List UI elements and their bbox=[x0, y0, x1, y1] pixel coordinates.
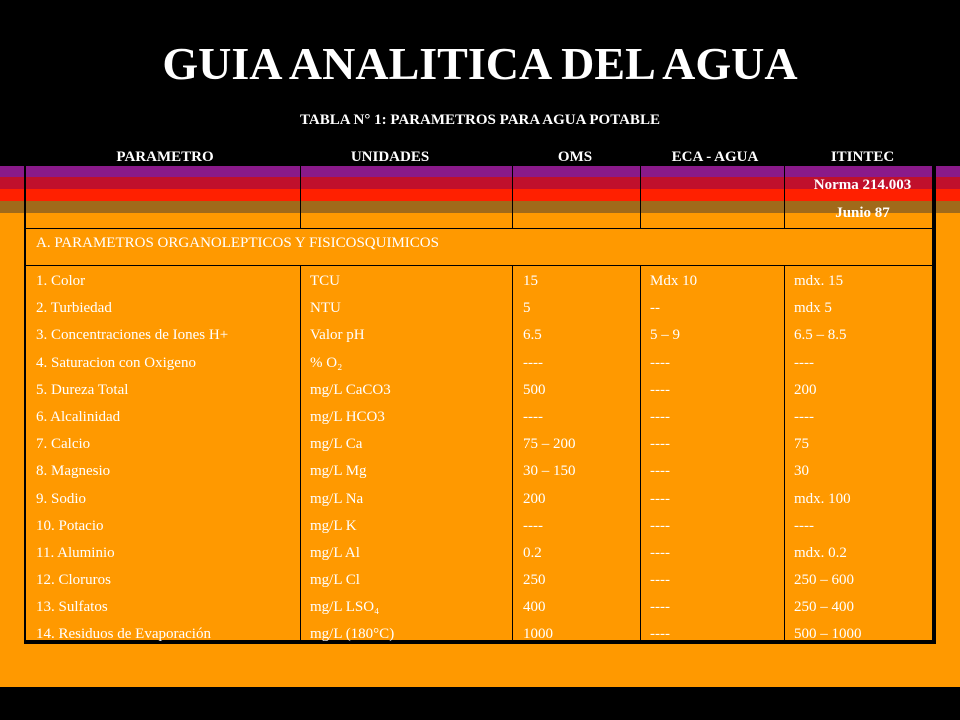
divider-oms-body bbox=[512, 265, 513, 644]
cell-oms: 200 bbox=[523, 490, 546, 507]
divider-section-top bbox=[24, 228, 936, 229]
divider-eca bbox=[640, 164, 641, 228]
cell-parametro: 1. Color bbox=[36, 273, 86, 289]
cell-itintec: 250 – 400 bbox=[794, 599, 854, 616]
cell-oms: ---- bbox=[523, 408, 543, 425]
divider-section-bottom bbox=[24, 265, 936, 266]
cell-itintec: mdx. 0.2 bbox=[794, 544, 847, 561]
cell-unidades: mg/L Na bbox=[310, 490, 364, 507]
cell-unidades: Valor pH bbox=[310, 327, 365, 344]
cell-itintec: 75 bbox=[794, 436, 809, 453]
cell-parametro: 12. Cloruros bbox=[36, 572, 111, 589]
cell-eca-agua: ---- bbox=[650, 436, 670, 453]
column-oms bbox=[523, 271, 576, 652]
cell-unidades: mg/L K bbox=[310, 517, 357, 534]
cell-unidades: mg/L CaCO3 bbox=[310, 381, 391, 398]
column-unidades bbox=[310, 271, 394, 652]
header-unidades: UNIDADES bbox=[350, 149, 430, 165]
cell-unidades: mg/L Cl bbox=[310, 572, 360, 589]
cell-itintec: 6.5 – 8.5 bbox=[794, 327, 847, 344]
cell-parametro: 10. Potacio bbox=[36, 517, 104, 534]
cell-parametro: 7. Calcio bbox=[36, 436, 91, 453]
itintec-date: Junio 87 bbox=[835, 205, 890, 221]
cell-parametro: 9. Sodio bbox=[36, 490, 87, 507]
bottom-bar bbox=[0, 687, 960, 720]
column-parametro bbox=[36, 271, 228, 652]
cell-eca-agua: ---- bbox=[650, 517, 670, 534]
cell-eca-agua: ---- bbox=[650, 572, 670, 589]
cell-itintec: mdx 5 bbox=[794, 300, 832, 317]
cell-eca-agua: ---- bbox=[650, 599, 670, 616]
cell-oms: ---- bbox=[523, 517, 543, 534]
divider-units-body bbox=[300, 265, 301, 644]
cell-oms: 0.2 bbox=[523, 544, 542, 561]
cell-unidades: mg/L LSO₄ bbox=[310, 599, 380, 616]
cell-unidades: % O₂ bbox=[310, 354, 343, 371]
cell-itintec: mdx. 15 bbox=[794, 273, 844, 289]
cell-parametro: 2. Turbiedad bbox=[36, 300, 112, 317]
column-eca-agua bbox=[650, 271, 697, 652]
cell-itintec: ---- bbox=[794, 517, 814, 534]
page-title: GUIA ANALITICA DEL AGUA bbox=[162, 38, 798, 89]
header-parametro: PARAMETRO bbox=[116, 149, 214, 165]
cell-eca-agua: Mdx 10 bbox=[650, 273, 698, 289]
cell-eca-agua: -- bbox=[650, 300, 660, 317]
cell-eca-agua: 5 – 9 bbox=[650, 327, 680, 344]
cell-parametro: 4. Saturacion con Oxigeno bbox=[36, 354, 196, 371]
section-a-heading: A. PARAMETROS ORGANOLEPTICOS Y FISICOSQUIMICOS bbox=[36, 235, 439, 251]
cell-eca-agua: ---- bbox=[650, 544, 670, 561]
header-itintec: ITINTEC bbox=[830, 149, 895, 165]
cell-eca-agua: ---- bbox=[650, 354, 670, 371]
cell-eca-agua: ---- bbox=[650, 381, 670, 398]
cell-itintec: 30 bbox=[794, 463, 809, 480]
cell-oms: 250 bbox=[523, 572, 546, 589]
cell-parametro: 8. Magnesio bbox=[36, 463, 111, 480]
cell-oms: 500 bbox=[523, 381, 546, 398]
cell-unidades: mg/L HCO3 bbox=[310, 408, 385, 425]
cell-oms: 6.5 bbox=[523, 327, 542, 344]
cell-parametro: 13. Sulfatos bbox=[36, 599, 108, 616]
cell-itintec: 250 – 600 bbox=[794, 572, 854, 589]
cell-oms: 400 bbox=[523, 599, 546, 616]
divider-itintec-body bbox=[784, 265, 785, 644]
divider-eca-body bbox=[640, 265, 641, 644]
cell-unidades: mg/L Ca bbox=[310, 436, 363, 453]
cell-eca-agua: ---- bbox=[650, 626, 670, 643]
cell-unidades: NTU bbox=[310, 300, 341, 317]
cell-parametro: 3. Concentraciones de Iones H+ bbox=[36, 327, 229, 344]
divider-units bbox=[300, 164, 301, 228]
header-eca-agua: ECA - AGUA bbox=[671, 149, 759, 165]
cell-itintec: 200 bbox=[794, 381, 817, 398]
cell-oms: ---- bbox=[523, 354, 543, 371]
cell-itintec: ---- bbox=[794, 408, 814, 425]
cell-eca-agua: ---- bbox=[650, 408, 670, 425]
cell-oms: 75 – 200 bbox=[523, 436, 576, 453]
itintec-norm: Norma 214.003 bbox=[813, 177, 912, 193]
cell-unidades: mg/L Al bbox=[310, 544, 360, 561]
column-itintec bbox=[794, 271, 862, 652]
cell-parametro: 5. Dureza Total bbox=[36, 381, 129, 398]
cell-oms: 15 bbox=[523, 273, 538, 289]
cell-eca-agua: ---- bbox=[650, 463, 670, 480]
cell-parametro: 14. Residuos de Evaporación bbox=[36, 626, 211, 643]
divider-itintec bbox=[784, 164, 785, 228]
cell-itintec: mdx. 100 bbox=[794, 490, 851, 507]
cell-oms: 1000 bbox=[523, 626, 553, 643]
cell-itintec: 500 – 1000 bbox=[794, 626, 862, 643]
cell-unidades: TCU bbox=[310, 273, 340, 289]
cell-parametro: 6. Alcalinidad bbox=[36, 408, 121, 425]
divider-oms bbox=[512, 164, 513, 228]
cell-oms: 30 – 150 bbox=[523, 463, 576, 480]
cell-eca-agua: ---- bbox=[650, 490, 670, 507]
header-oms: OMS bbox=[557, 149, 593, 165]
table-subtitle: TABLA N° 1: PARAMETROS PARA AGUA POTABLE bbox=[300, 112, 660, 128]
cell-itintec: ---- bbox=[794, 354, 814, 371]
cell-parametro: 11. Aluminio bbox=[36, 544, 115, 561]
cell-unidades: mg/L (180°C) bbox=[310, 626, 395, 643]
cell-unidades: mg/L Mg bbox=[310, 463, 367, 480]
cell-oms: 5 bbox=[523, 300, 531, 317]
